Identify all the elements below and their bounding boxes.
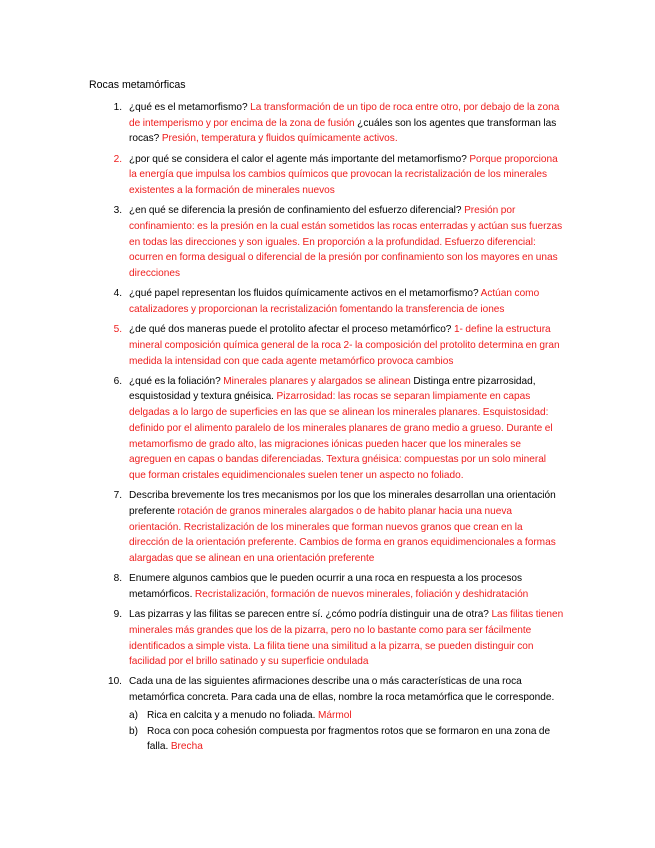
- document-title: Rocas metamórficas: [89, 79, 186, 91]
- answer-text: rotación de granos minerales alargados o de habito planar hacia una nueva orientación. Recristalización de los minerales que forman nuevos granos que crean en la dirección de la orientación preferente. Cambios de forma en granos equidimencionales a formas alargadas que se alinean en una orientación preferente: [129, 505, 556, 564]
- question-text: ¿qué es la foliación?: [129, 375, 224, 387]
- question-item: [0, 152, 655, 199]
- question-number: 4.: [113, 288, 122, 300]
- question-item: [0, 322, 655, 369]
- question-item: [0, 571, 655, 602]
- question-text: ¿cuáles son los agentes que transforman las rocas?: [129, 117, 557, 145]
- question-body: [129, 322, 565, 369]
- question-number: 6.: [113, 375, 122, 387]
- question-text: ¿por qué se considera el calor el agente más importante del metamorfismo?: [129, 153, 470, 165]
- question-text: ¿de qué dos maneras puede el protolito afectar el proceso metamórfico?: [129, 324, 454, 336]
- answer-text: Las filitas tienen minerales más grandes que los de la pizarra, pero no lo bastante como para ser fácilmente identificados a simple vista. La filita tiene una similitud a la pizarra, se pueden distinguir con facilidad por el brillo satinado y su superficie ondulada: [129, 609, 564, 668]
- question-text: Enumere algunos cambios que le pueden ocurrir a una roca en respuesta a los procesos metamórficos.: [129, 573, 523, 600]
- question-body: [129, 607, 565, 670]
- question-item: [0, 374, 655, 484]
- answer-text: Mármol: [317, 709, 352, 721]
- question-number: 2.: [113, 153, 122, 165]
- question-item: [0, 286, 655, 317]
- sub-question-body: [147, 724, 565, 755]
- sub-question-letter: b): [129, 725, 138, 737]
- answer-text: Presión, temperatura y fluidos químicamente activos.: [161, 133, 398, 145]
- question-text: Las pizarras y las filitas se parecen entre sí. ¿cómo podría distinguir una de otra?: [129, 609, 492, 621]
- answer-text: Presión por confinamiento: es la presión en la cual están sometidos las rocas enterradas y actúan sus fuerzas en todas las direcciones y son iguales. En proporción a la profundidad. Esfuerzo diferencial: ocurren en forma desigual o diferencial de la presión por confinamiento son los mayores en unas direcciones: [129, 205, 563, 280]
- question-text: Distinga entre pizarrosidad, esquistosidad y textura gnéisica.: [129, 375, 536, 403]
- answer-text: Porque proporciona la energía que impulsa los cambios químicos que provocan la recristalización de los minerales existentes a la formación de minerales nuevos: [129, 153, 558, 197]
- question-text: ¿qué es el metamorfismo?: [129, 102, 251, 113]
- question-item: [0, 674, 655, 755]
- answer-text: Recristalización, formación de nuevos minerales, foliación y deshidratación: [194, 588, 529, 600]
- question-text: ¿en qué se diferencia la presión de confinamiento del esfuerzo diferencial?: [129, 205, 465, 217]
- question-text: Rica en calcita y a menudo no foliada.: [147, 709, 318, 721]
- question-text: ¿qué papel representan los fluidos químicamente activos en el metamorfismo?: [129, 288, 481, 300]
- question-body: [129, 488, 565, 567]
- question-item: [0, 488, 655, 567]
- question-number: 7.: [113, 490, 122, 502]
- question-item: [0, 203, 655, 282]
- question-list: [0, 100, 655, 759]
- sub-question-item: [0, 708, 655, 724]
- question-number: 5.: [113, 324, 122, 336]
- answer-text: Minerales planares y alargados se alinean: [223, 375, 414, 387]
- question-text: Describa brevemente los tres mecanismos por los que los minerales desarrollan una orientación preferente: [129, 490, 556, 517]
- question-number: 9.: [113, 609, 122, 621]
- answer-text: Brecha: [170, 741, 203, 753]
- question-body: [129, 203, 565, 282]
- answer-text: La transformación de un tipo de roca entre otro, por debajo de la zona de intemperismo y por encima de la zona de fusión: [129, 102, 560, 129]
- question-body: [129, 152, 565, 199]
- question-text: Roca con poca cohesión compuesta por fragmentos rotos que se formaron en una zona de falla.: [147, 725, 551, 753]
- question-body: [129, 286, 565, 317]
- question-number: 3.: [113, 205, 122, 217]
- question-number: 8.: [113, 573, 122, 585]
- question-body: [129, 571, 565, 602]
- answer-text: 1- define la estructura mineral composición química general de la roca 2- la composición del protolito determina en gran medida la intensidad con que cada agente metamórfico provoca cambios: [129, 324, 560, 367]
- question-text: Cada una de las siguientes afirmaciones describe una o más características de una roca metamórfica concreta. Para cada una de ellas, nombre la roca metamórfica que le corresponde.: [129, 676, 555, 704]
- sub-question-body: [147, 708, 565, 724]
- sub-question-letter: a): [129, 709, 138, 721]
- answer-text: Actúan como catalizadores y proporcionan la recristalización fomentando la transferencia de iones: [129, 288, 540, 315]
- answer-text: Pizarrosidad: las rocas se separan limpiamente en capas delgadas a lo largo de superficies en las que se alinean los minerales planares. Esquistosidad: definido por el alimento paralelo de los minerales planares de grano medio a grueso. Durante el metamorfismo de grado alto, las migraciones iónicas pueden hacer que los minerales se agreguen en capas o bandas diferenciadas. Textura gnéisica: compuestas por un solo mineral que forman cristales equidimencionales suelen tener un aspecto no foliado.: [129, 391, 553, 481]
- sub-question-item: [0, 724, 655, 755]
- question-number: 1.: [113, 102, 122, 113]
- question-body: [129, 100, 565, 147]
- sub-question-list: [0, 708, 655, 755]
- question-number: 10.: [107, 676, 122, 688]
- question-item: [0, 607, 655, 670]
- question-body: [129, 374, 565, 484]
- question-body: [129, 674, 565, 705]
- question-item: [0, 100, 655, 147]
